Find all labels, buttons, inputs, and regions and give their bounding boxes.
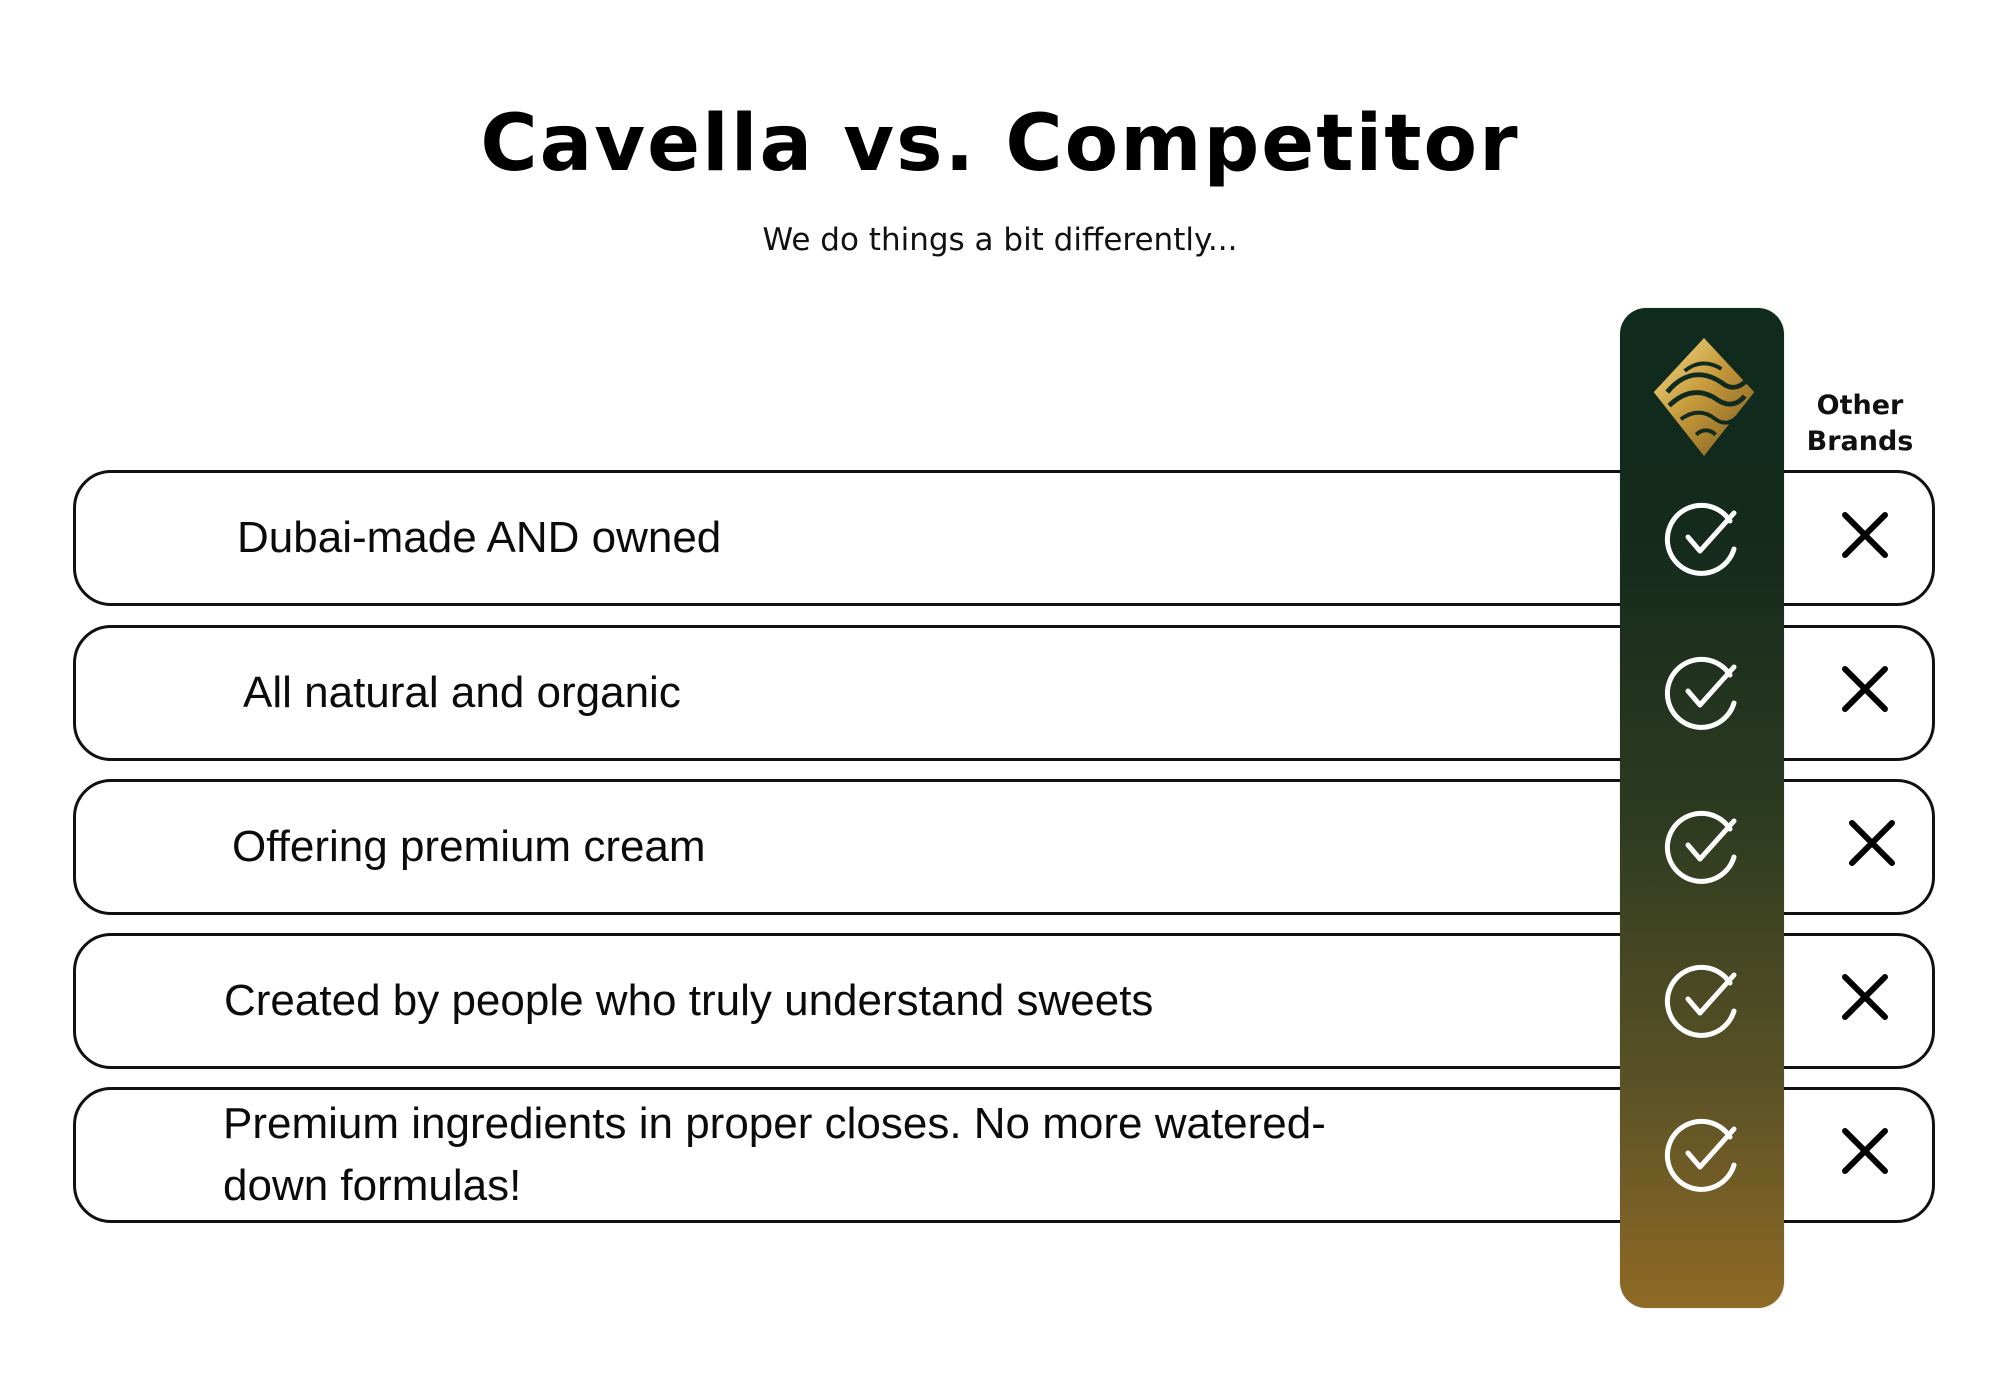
check-circle-icon (1664, 497, 1744, 577)
row-label: Premium ingredients in proper closes. No more watered-down formulas! (223, 1099, 1326, 1210)
x-mark-icon (1839, 971, 1891, 1023)
page-title: Cavella vs. Competitor (480, 99, 1520, 189)
cavella-logo (1646, 330, 1762, 464)
page-subtitle: We do things a bit differently... (762, 222, 1238, 258)
row-label: Created by people who truly understand sweets (224, 976, 1154, 1025)
row-label: Offering premium cream (232, 822, 706, 871)
row-label: All natural and organic (243, 668, 681, 717)
x-mark-icon (1846, 817, 1898, 869)
x-mark-icon (1839, 509, 1891, 561)
check-circle-icon (1664, 651, 1744, 731)
x-mark-icon (1839, 1125, 1891, 1177)
check-circle-icon (1664, 805, 1744, 885)
row-label: Dubai-made AND owned (237, 513, 722, 562)
x-mark-icon (1839, 663, 1891, 715)
check-circle-icon (1664, 1113, 1744, 1193)
check-circle-icon (1664, 959, 1744, 1039)
other-brands-column-header: Other Brands (1806, 390, 1914, 457)
